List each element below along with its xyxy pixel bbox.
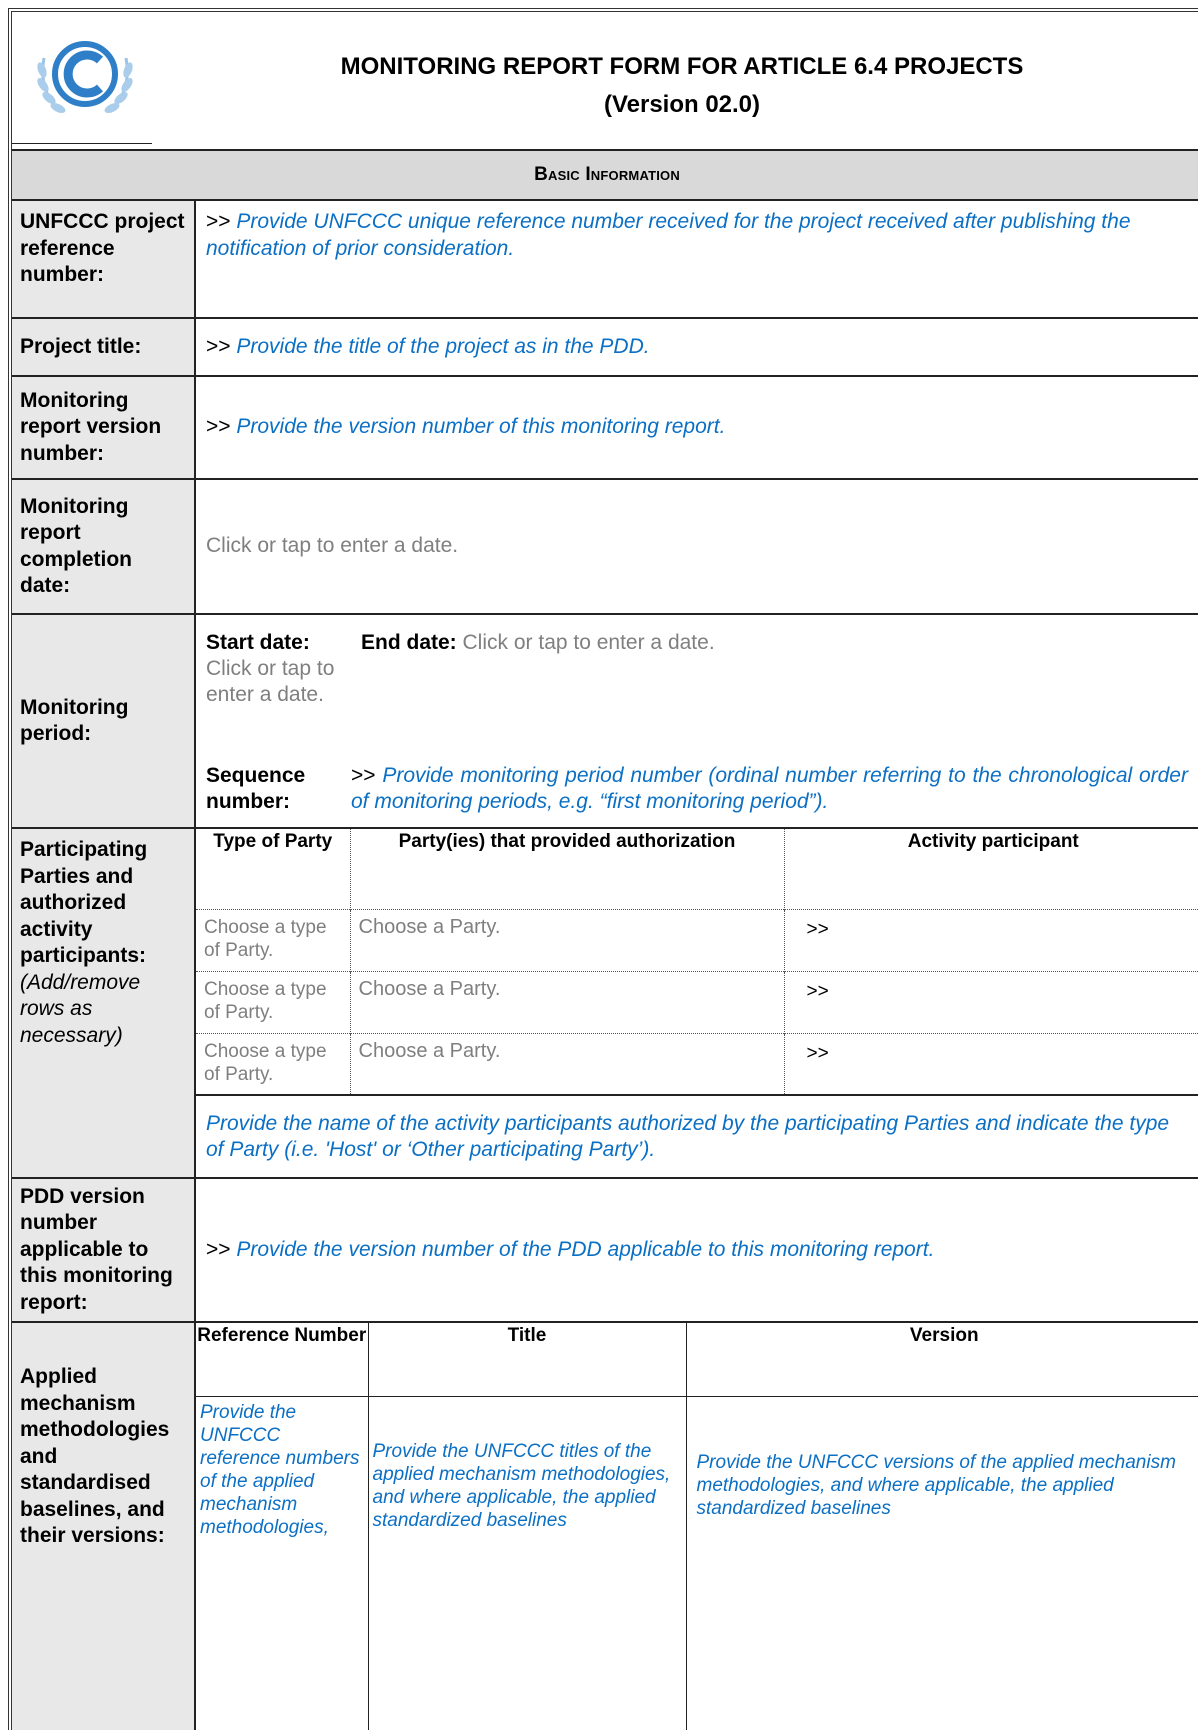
table-row [196, 971, 1198, 1033]
row-pdd-version [12, 1179, 1198, 1323]
field-prefix: >> [206, 1237, 231, 1261]
row-reference-number [12, 201, 1198, 319]
label-project-title: Project title: [12, 319, 196, 375]
type-of-party-dropdown[interactable]: Choose a type of Party. [196, 971, 350, 1033]
activity-participant-field[interactable]: >> [784, 1033, 1198, 1095]
participants-header-row [196, 829, 1198, 909]
field-prefix: >> [206, 415, 231, 439]
methodology-title-field[interactable] [368, 1396, 686, 1730]
guidance-text: Provide the version number of the PDD applicable to this monitoring report. [236, 1237, 935, 1261]
guidance-text: Provide UNFCCC unique reference number received for the project received after publishing the notification of prior consideration. [206, 210, 1131, 260]
row-participants [12, 829, 1198, 1179]
party-dropdown[interactable]: Choose a Party. [350, 971, 784, 1033]
col-header-type: Type of Party [196, 829, 350, 909]
sequence-number-field[interactable] [351, 763, 1188, 815]
guidance-text: Provide the title of the project as in the PDD. [236, 334, 650, 358]
methodology-reference-field[interactable]: Provide the UNFCCC reference numbers of the applied mechanism methodologies, [196, 1396, 368, 1730]
methodology-version-text: Provide the UNFCCC versions of the applied mechanism methodologies, and where applicable, the applied standardized baselines [696, 1452, 1176, 1519]
monitoring-period-fields [196, 615, 1198, 827]
type-of-party-dropdown[interactable]: Choose a type of Party. [196, 909, 350, 971]
col-header-title: Title [368, 1323, 686, 1396]
activity-participant-field[interactable]: >> [784, 909, 1198, 971]
form-title-line2: (Version 02.0) [603, 91, 761, 118]
end-date-placeholder: Click or tap to enter a date. [462, 631, 715, 654]
methodologies-table [196, 1323, 1198, 1730]
sequence-number-label: Sequence number: [206, 764, 306, 813]
col-header-party: Party(ies) that provided authorization [350, 829, 784, 909]
activity-participant-field[interactable]: >> [784, 971, 1198, 1033]
col-header-participant: Activity participant [907, 831, 1079, 852]
party-dropdown[interactable]: Choose a Party. [350, 909, 784, 971]
label-participants-hint: (Add/remove rows as necessary) [20, 970, 141, 1047]
table-row [196, 1033, 1198, 1095]
field-version-number[interactable] [196, 377, 1198, 478]
label-monitoring-period: Monitoring period: [12, 615, 196, 827]
label-participants [12, 829, 196, 1177]
label-version-number: Monitoring report version number: [12, 377, 196, 478]
label-methodologies [12, 1323, 196, 1730]
col-header-reference-number: Reference Number [196, 1323, 368, 1396]
type-of-party-dropdown[interactable]: Choose a type of Party. [196, 1033, 350, 1095]
methodology-title-text: Provide the UNFCCC titles of the applied mechanism methodologies, and where applicable, the applied standardized baselines [372, 1440, 671, 1531]
participants-guidance: Provide the name of the activity participants authorized by the participating Parties and indicate the type of Party (i.e. 'Host' or ‘Other participating Party’). [206, 1112, 1170, 1161]
field-prefix: >> [351, 764, 376, 787]
guidance-text: Provide monitoring period number (ordinal number referring to the chronological order of monitoring periods, e.g. “first monitoring period”). [351, 764, 1188, 813]
field-pdd-version[interactable] [196, 1179, 1198, 1321]
unfccc-logo [30, 30, 140, 122]
date-picker-completion[interactable] [196, 480, 1198, 613]
label-completion-date: Monitoring report completion date: [12, 480, 196, 613]
label-participants-text: Participating Parties and authorized activity participants: [20, 838, 148, 967]
form-title [162, 48, 1198, 124]
methodology-version-field[interactable] [686, 1396, 1198, 1730]
logo-underline [12, 143, 152, 144]
date-placeholder: Click or tap to enter a date. [206, 534, 459, 558]
col-header-version: Version [686, 1323, 1198, 1396]
table-row [196, 1396, 1198, 1730]
field-prefix: >> [206, 210, 231, 233]
start-date-label: Start date: [206, 631, 310, 654]
row-monitoring-period [12, 615, 1198, 829]
field-prefix: >> [206, 334, 231, 358]
methodologies-header-row [196, 1323, 1198, 1396]
section-band-basic-information [12, 149, 1198, 201]
participants-table [196, 829, 1198, 1096]
party-dropdown[interactable]: Choose a Party. [350, 1033, 784, 1095]
form-frame [8, 8, 1198, 1730]
participants-cell [196, 829, 1198, 1177]
field-reference-number[interactable] [196, 201, 1198, 317]
label-methodologies-text: Applied mechanism methodologies and standardised baselines, and their versions: [20, 1365, 170, 1548]
row-completion-date [12, 480, 1198, 615]
start-date-picker[interactable]: Click or tap to enter a date. [206, 657, 335, 706]
methodologies-cell [196, 1323, 1198, 1730]
field-project-title[interactable] [196, 319, 1198, 375]
table-row [196, 909, 1198, 971]
row-version-number [12, 377, 1198, 480]
row-project-title [12, 319, 1198, 377]
end-date-field[interactable] [361, 630, 715, 657]
form-title-line1: MONITORING REPORT FORM FOR ARTICLE 6.4 PROJECTS [340, 53, 1024, 80]
guidance-text: Provide the version number of this monitoring report. [236, 415, 726, 439]
label-pdd-version: PDD version number applicable to this monitoring report: [12, 1179, 196, 1321]
form-header [12, 12, 1198, 149]
end-date-label: End date: [361, 631, 457, 654]
row-methodologies [12, 1323, 1198, 1730]
section-band-label: Basic Information [534, 164, 680, 185]
label-reference-number: UNFCCC project reference number: [12, 201, 196, 317]
